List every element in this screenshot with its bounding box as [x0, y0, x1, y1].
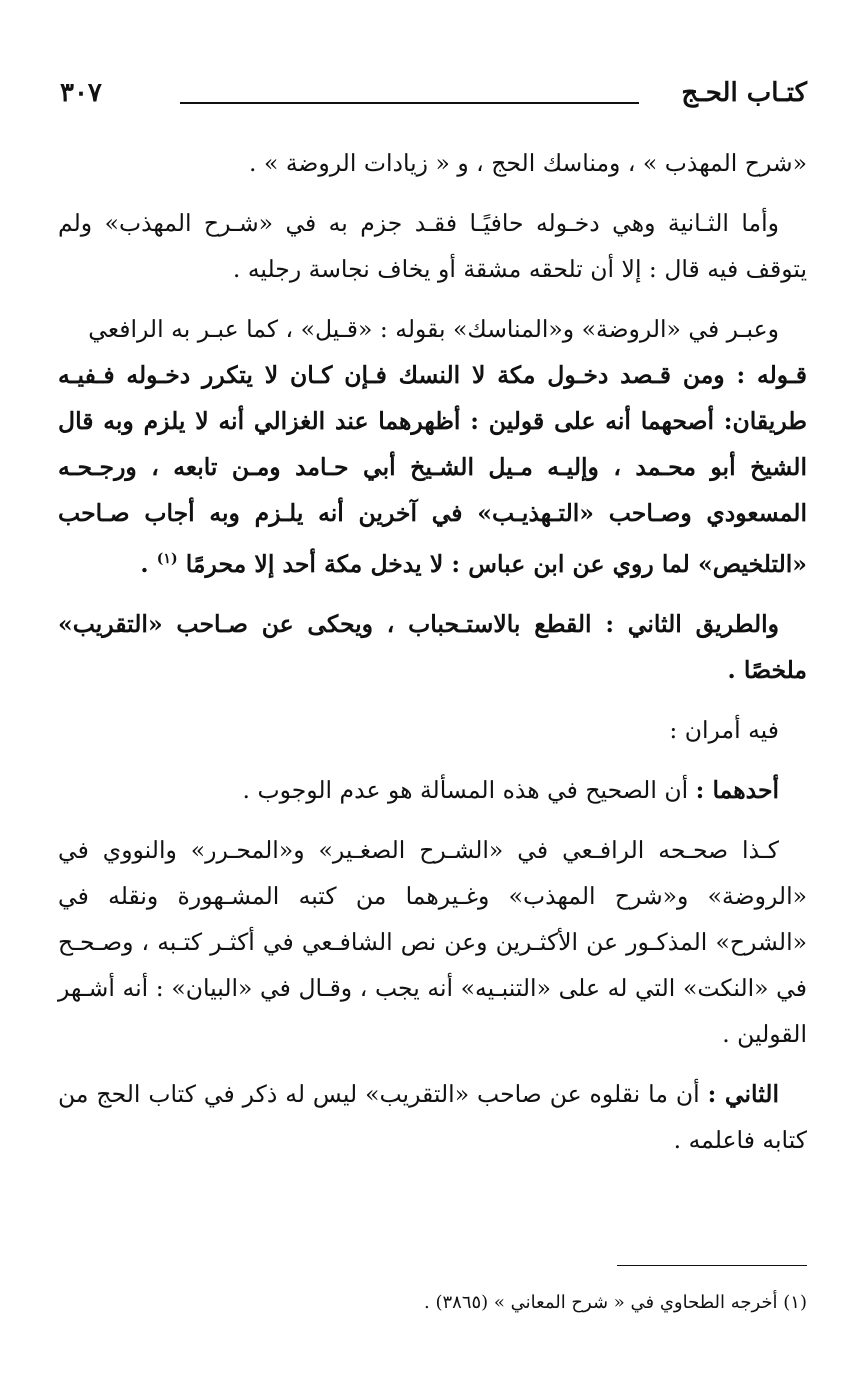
paragraph-9 — [58, 1071, 807, 1163]
footnote-rule — [617, 1265, 807, 1266]
paragraph-6: فيه أمران : — [669, 715, 779, 744]
page-number: ٣٠٧ — [60, 78, 102, 108]
chapter-title: كتـاب الحـج — [681, 78, 807, 108]
paragraph-9-text: أن ما نقلوه عن صاحب «التقريب» ليس له ذكر في كتاب الحج من كتابه فاعلمه . — [58, 1079, 807, 1154]
paragraph-7 — [58, 767, 807, 813]
paragraph-4-bold: قـوله : ومن قـصد دخـول مكة لا النسك فـإن كـان لا يتكرر دخـوله فـفيـه طريقان: أصحهما أنه على قولين : أظهرهما عند الغزالي أنه لا يلزم وبه قال الشيخ أبو محـمد ، وإليـه مـيل الشـيخ أبي حـامد ومـن تابعه ، ورجـحـه المسعودي وصـاحب «التـهذيـب» في آخرين أنه يلـزم وبه أجاب صـاحب «التلخيص» لما روي عن ابن عباس : لا يدخل مكة أحد إلا محرمًا $^{(١)}$ . — [58, 361, 807, 578]
page-header — [60, 78, 807, 118]
paragraph-4-text: قـوله : ومن قـصد دخـول مكة لا النسك فـإن كـان لا يتكرر دخـوله فـفيـه طريقان: أصحهما أنه على قولين : أظهرهما عند الغزالي أنه لا يلزم وبه قال الشيخ أبو محـمد ، وإليـه مـيل الشـيخ أبي حـامد ومـن تابعه ، ورجـحـه المسعودي وصـاحب «التـهذيـب» في آخرين أنه يلـزم وبه أجاب صـاحب «التلخيص» لما روي عن ابن عباس : لا يدخل مكة أحد إلا محرمًا — [58, 361, 807, 578]
paragraph-1: «شرح المهذب » ، ومناسك الحج ، و « زيادات الروضة » . — [249, 149, 807, 177]
paragraph-9-lead: الثاني : — [707, 1079, 779, 1108]
paragraph-8: كـذا صحـحه الرافـعي في «الشـرح الصغـير» و«المحـرر» والنووي في «الروضة» و«شرح المهذب» وغـيرهما من كتبه المشـهورة ونقله في «الشرح» المذكـور عن الأكثـرين وعن نص الشافـعي في أكثـر كتـبه ، وصـحـح في «النكت» التي له على «التنبـيه» أنه يجب ، وقـال في «البيان» : أنه أشـهر القولين . — [58, 835, 807, 1048]
paragraph-5-bold: والطريق الثاني : القطع بالاستـحباب ، ويحكى عن صـاحب «التقريب» ملخصًا . — [58, 609, 807, 684]
footnote-ref-1[interactable]: (١) — [156, 551, 178, 567]
header-rule — [180, 102, 639, 104]
paragraph-2: وأما الثـانية وهي دخـوله حافيًـا فقـد جزم به في «شـرح المهذب» ولم يتوقف فيه قال : إلا أن تلحقه مشقة أو يخاف نجاسة رجليه . — [58, 209, 807, 283]
paragraph-3: وعبـر في «الروضة» و«المناسك» بقوله : «قـيل» ، كما عبـر به الرافعي — [88, 315, 779, 343]
paragraph-7-text: أن الصحيح في هذه المسألة هو عدم الوجوب . — [242, 775, 696, 804]
main-text — [58, 140, 807, 1177]
paragraph-7-lead: أحدهما : — [695, 775, 779, 804]
footnote: (١) أخرجه الطحاوي في « شرح المعاني » (٣٨٦٥) . — [424, 1292, 807, 1313]
